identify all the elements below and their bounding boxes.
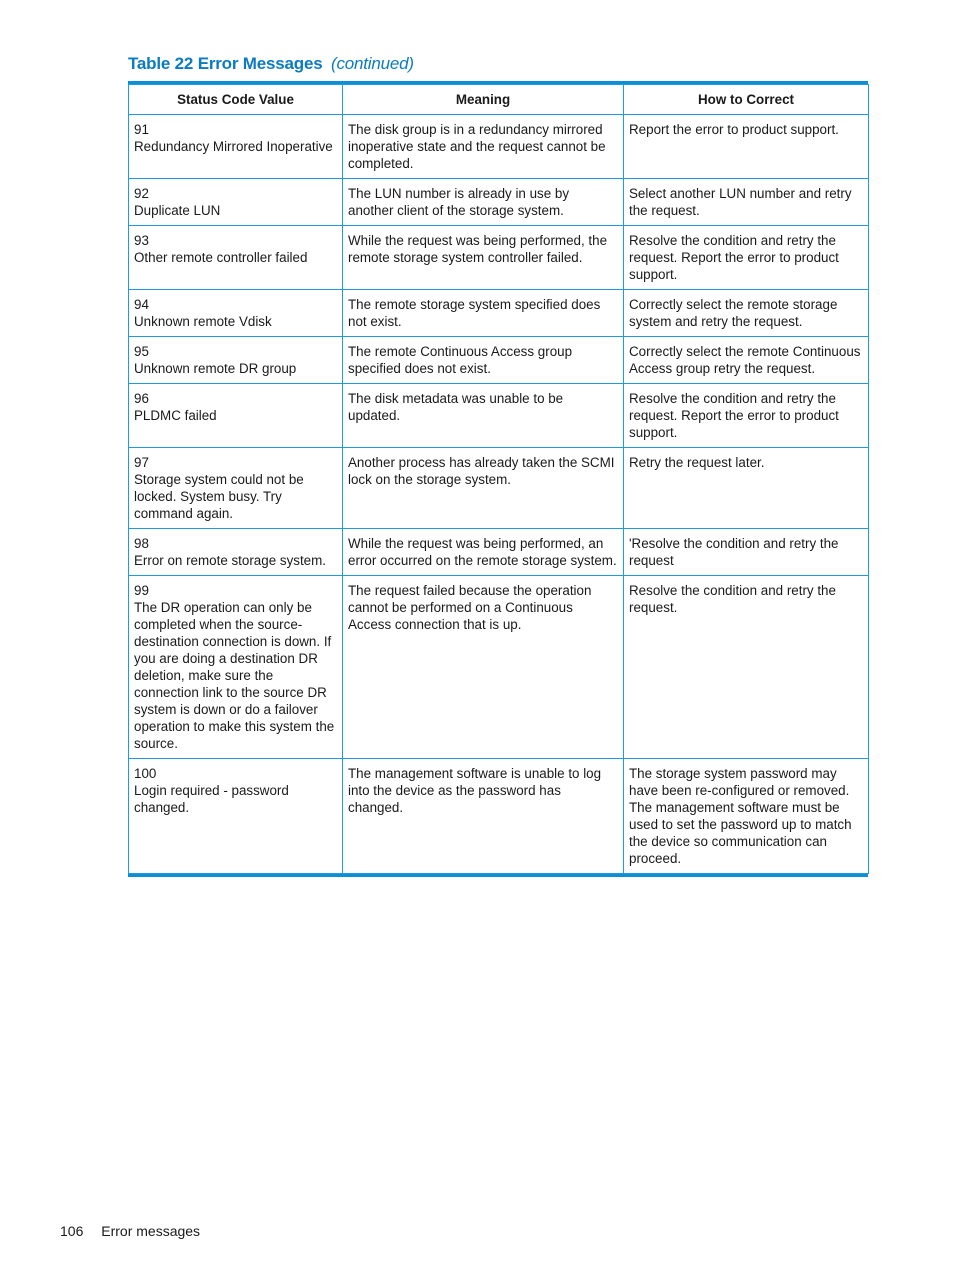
page-number: 106 [60,1223,84,1239]
meaning-cell: The request failed because the operation cannot be performed on a Continuous Access connection that is up. [343,576,624,759]
how-to-correct-cell: Correctly select the remote storage system and retry the request. [624,290,869,337]
status-code-description: Duplicate LUN [134,203,221,218]
status-code-cell [129,337,343,384]
meaning-cell: The remote storage system specified does not exist. [343,290,624,337]
status-code-value: 91 [134,122,149,137]
meaning-cell: The disk group is in a redundancy mirrored inoperative state and the request cannot be completed. [343,115,624,179]
table-row [129,179,869,226]
table-row [129,115,869,179]
table-row [129,759,869,874]
column-header-how-to-correct: How to Correct [624,85,869,115]
status-code-value: 94 [134,297,149,312]
table-caption [128,54,414,74]
how-to-correct-cell: Resolve the condition and retry the request. Report the error to product support. [624,226,869,290]
meaning-cell: The disk metadata was unable to be updated. [343,384,624,448]
status-code-value: 93 [134,233,149,248]
table-body [129,115,869,874]
status-code-description: PLDMC failed [134,408,217,423]
meaning-cell: The remote Continuous Access group specified does not exist. [343,337,624,384]
table-row [129,384,869,448]
error-messages-table-wrapper [128,81,868,877]
status-code-cell [129,448,343,529]
status-code-value: 97 [134,455,149,470]
meaning-cell: While the request was being performed, an error occurred on the remote storage system. [343,529,624,576]
status-code-cell [129,179,343,226]
table-caption-continued: (continued) [331,54,414,73]
table-caption-label: Table 22 Error Messages [128,54,323,73]
footer-section-title: Error messages [101,1223,201,1239]
how-to-correct-cell: Retry the request later. [624,448,869,529]
table-header-row [129,85,869,115]
status-code-description: Storage system could not be locked. System busy. Try command again. [134,472,304,521]
table-row [129,529,869,576]
status-code-description: Login required - password changed. [134,783,289,815]
status-code-description: Error on remote storage system. [134,553,326,568]
status-code-description: The DR operation can only be completed when the source-destination connection is down. If you are doing a destination DR deletion, make sure the connection link to the source DR system is down or do a failover operation to make this system the source. [134,600,335,751]
meaning-cell: Another process has already taken the SCMI lock on the storage system. [343,448,624,529]
how-to-correct-cell: The storage system password may have been re-configured or removed. The management software must be used to set the password up to match the device so communication can proceed. [624,759,869,874]
status-code-cell [129,115,343,179]
meaning-cell: While the request was being performed, the remote storage system controller failed. [343,226,624,290]
column-header-meaning: Meaning [343,85,624,115]
status-code-description: Unknown remote Vdisk [134,314,272,329]
status-code-description: Redundancy Mirrored Inoperative [134,139,333,154]
status-code-description: Other remote controller failed [134,250,308,265]
column-header-status-code: Status Code Value [129,85,343,115]
status-code-description: Unknown remote DR group [134,361,297,376]
status-code-value: 99 [134,583,149,598]
meaning-cell: The management software is unable to log into the device as the password has changed. [343,759,624,874]
how-to-correct-cell: 'Resolve the condition and retry the request [624,529,869,576]
status-code-value: 96 [134,391,149,406]
status-code-cell [129,759,343,874]
how-to-correct-cell: Resolve the condition and retry the request. [624,576,869,759]
page-footer [60,1223,200,1239]
table-row [129,290,869,337]
table-row [129,337,869,384]
meaning-cell: The LUN number is already in use by another client of the storage system. [343,179,624,226]
status-code-cell [129,290,343,337]
status-code-cell [129,384,343,448]
status-code-cell [129,576,343,759]
how-to-correct-cell: Select another LUN number and retry the request. [624,179,869,226]
table-row [129,448,869,529]
how-to-correct-cell: Correctly select the remote Continuous Access group retry the request. [624,337,869,384]
status-code-value: 100 [134,766,157,781]
error-messages-table [128,84,869,874]
status-code-value: 98 [134,536,149,551]
status-code-cell [129,529,343,576]
status-code-cell [129,226,343,290]
status-code-value: 95 [134,344,149,359]
how-to-correct-cell: Resolve the condition and retry the request. Report the error to product support. [624,384,869,448]
table-row [129,576,869,759]
status-code-value: 92 [134,186,149,201]
how-to-correct-cell: Report the error to product support. [624,115,869,179]
table-row [129,226,869,290]
